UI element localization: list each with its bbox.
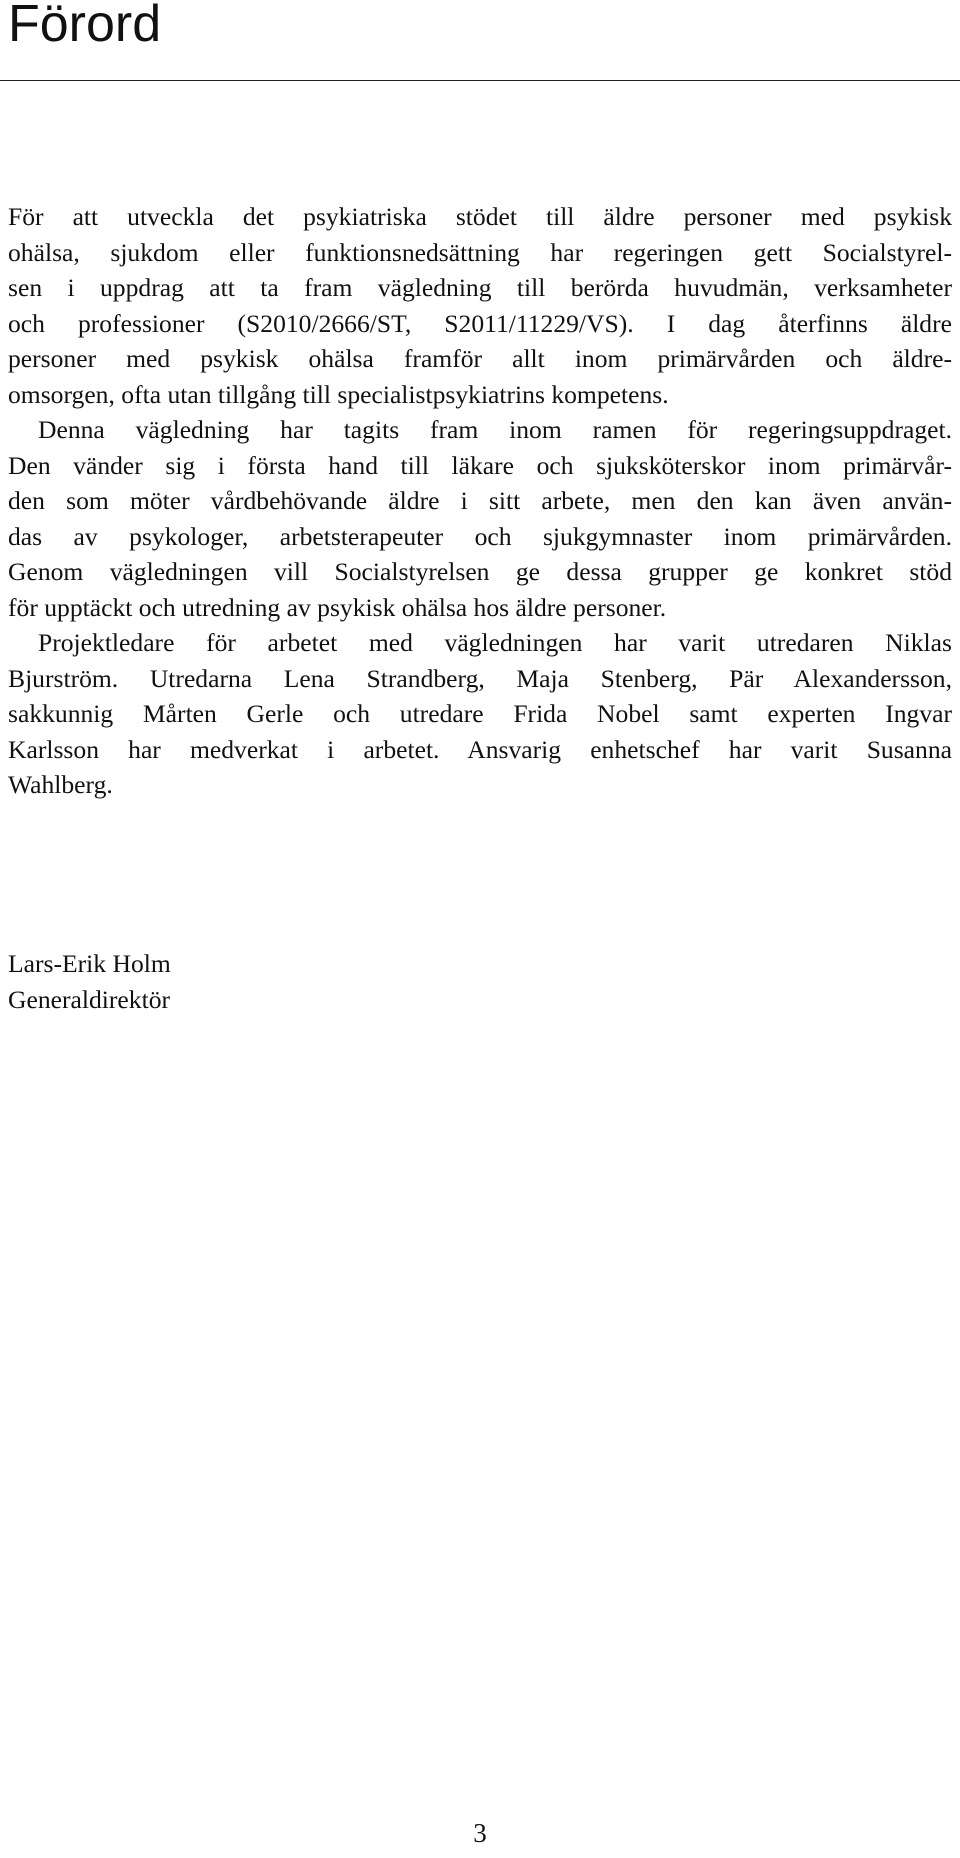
text-line: personer med psykisk ohälsa framför allt inom primärvården och äldre- — [8, 344, 952, 373]
signature-block — [8, 946, 171, 1017]
paragraph-1 — [8, 199, 952, 412]
page-number: 3 — [473, 1818, 487, 1848]
text-line: ohälsa, sjukdom eller funktionsnedsättning har regeringen gett Socialstyrel- — [8, 237, 952, 267]
signatory-name: Lars-Erik Holm — [8, 949, 171, 978]
text-line: Projektledare för arbetet med vägledningen har varit utredaren Niklas — [38, 628, 952, 657]
page-title: Förord — [8, 0, 162, 53]
body-text — [8, 199, 952, 803]
text-line: Wahlberg. — [8, 770, 113, 799]
text-line: Genom vägledningen vill Socialstyrelsen ge dessa grupper ge konkret stöd — [8, 557, 952, 586]
text-line: sakkunnig Mårten Gerle och utredare Frida Nobel samt experten Ingvar — [8, 699, 952, 728]
text-line: För att utveckla det psykiatriska stödet till äldre personer med psykisk — [8, 202, 952, 231]
text-line: Denna vägledning har tagits fram inom ramen för regeringsuppdraget. — [38, 415, 952, 444]
text-line: Bjurström. Utredarna Lena Strandberg, Maja Stenberg, Pär Alexandersson, — [8, 663, 952, 693]
paragraph-2 — [8, 412, 952, 625]
text-line: den som möter vårdbehövande äldre i sitt arbete, men den kan även använ- — [8, 486, 952, 515]
text-line: omsorgen, ofta utan tillgång till specialistpsykiatrins kompetens. — [8, 379, 669, 409]
signatory-role: Generaldirektör — [8, 984, 171, 1014]
text-line: och professioner (S2010/2666/ST, S2011/11229/VS). I dag återfinns äldre — [8, 308, 952, 338]
paragraph-3 — [8, 625, 952, 803]
text-line: Karlsson har medverkat i arbetet. Ansvarig enhetschef har varit Susanna — [8, 734, 952, 764]
text-line: för upptäckt och utredning av psykisk ohälsa hos äldre personer. — [8, 592, 667, 622]
text-line: Den vänder sig i första hand till läkare och sjuksköterskor inom primärvår- — [8, 450, 952, 480]
text-line: sen i uppdrag att ta fram vägledning till berörda huvudmän, verksamheter — [8, 273, 952, 302]
title-divider — [0, 80, 960, 81]
text-line: das av psykologer, arbetsterapeuter och sjukgymnaster inom primärvården. — [8, 521, 952, 551]
